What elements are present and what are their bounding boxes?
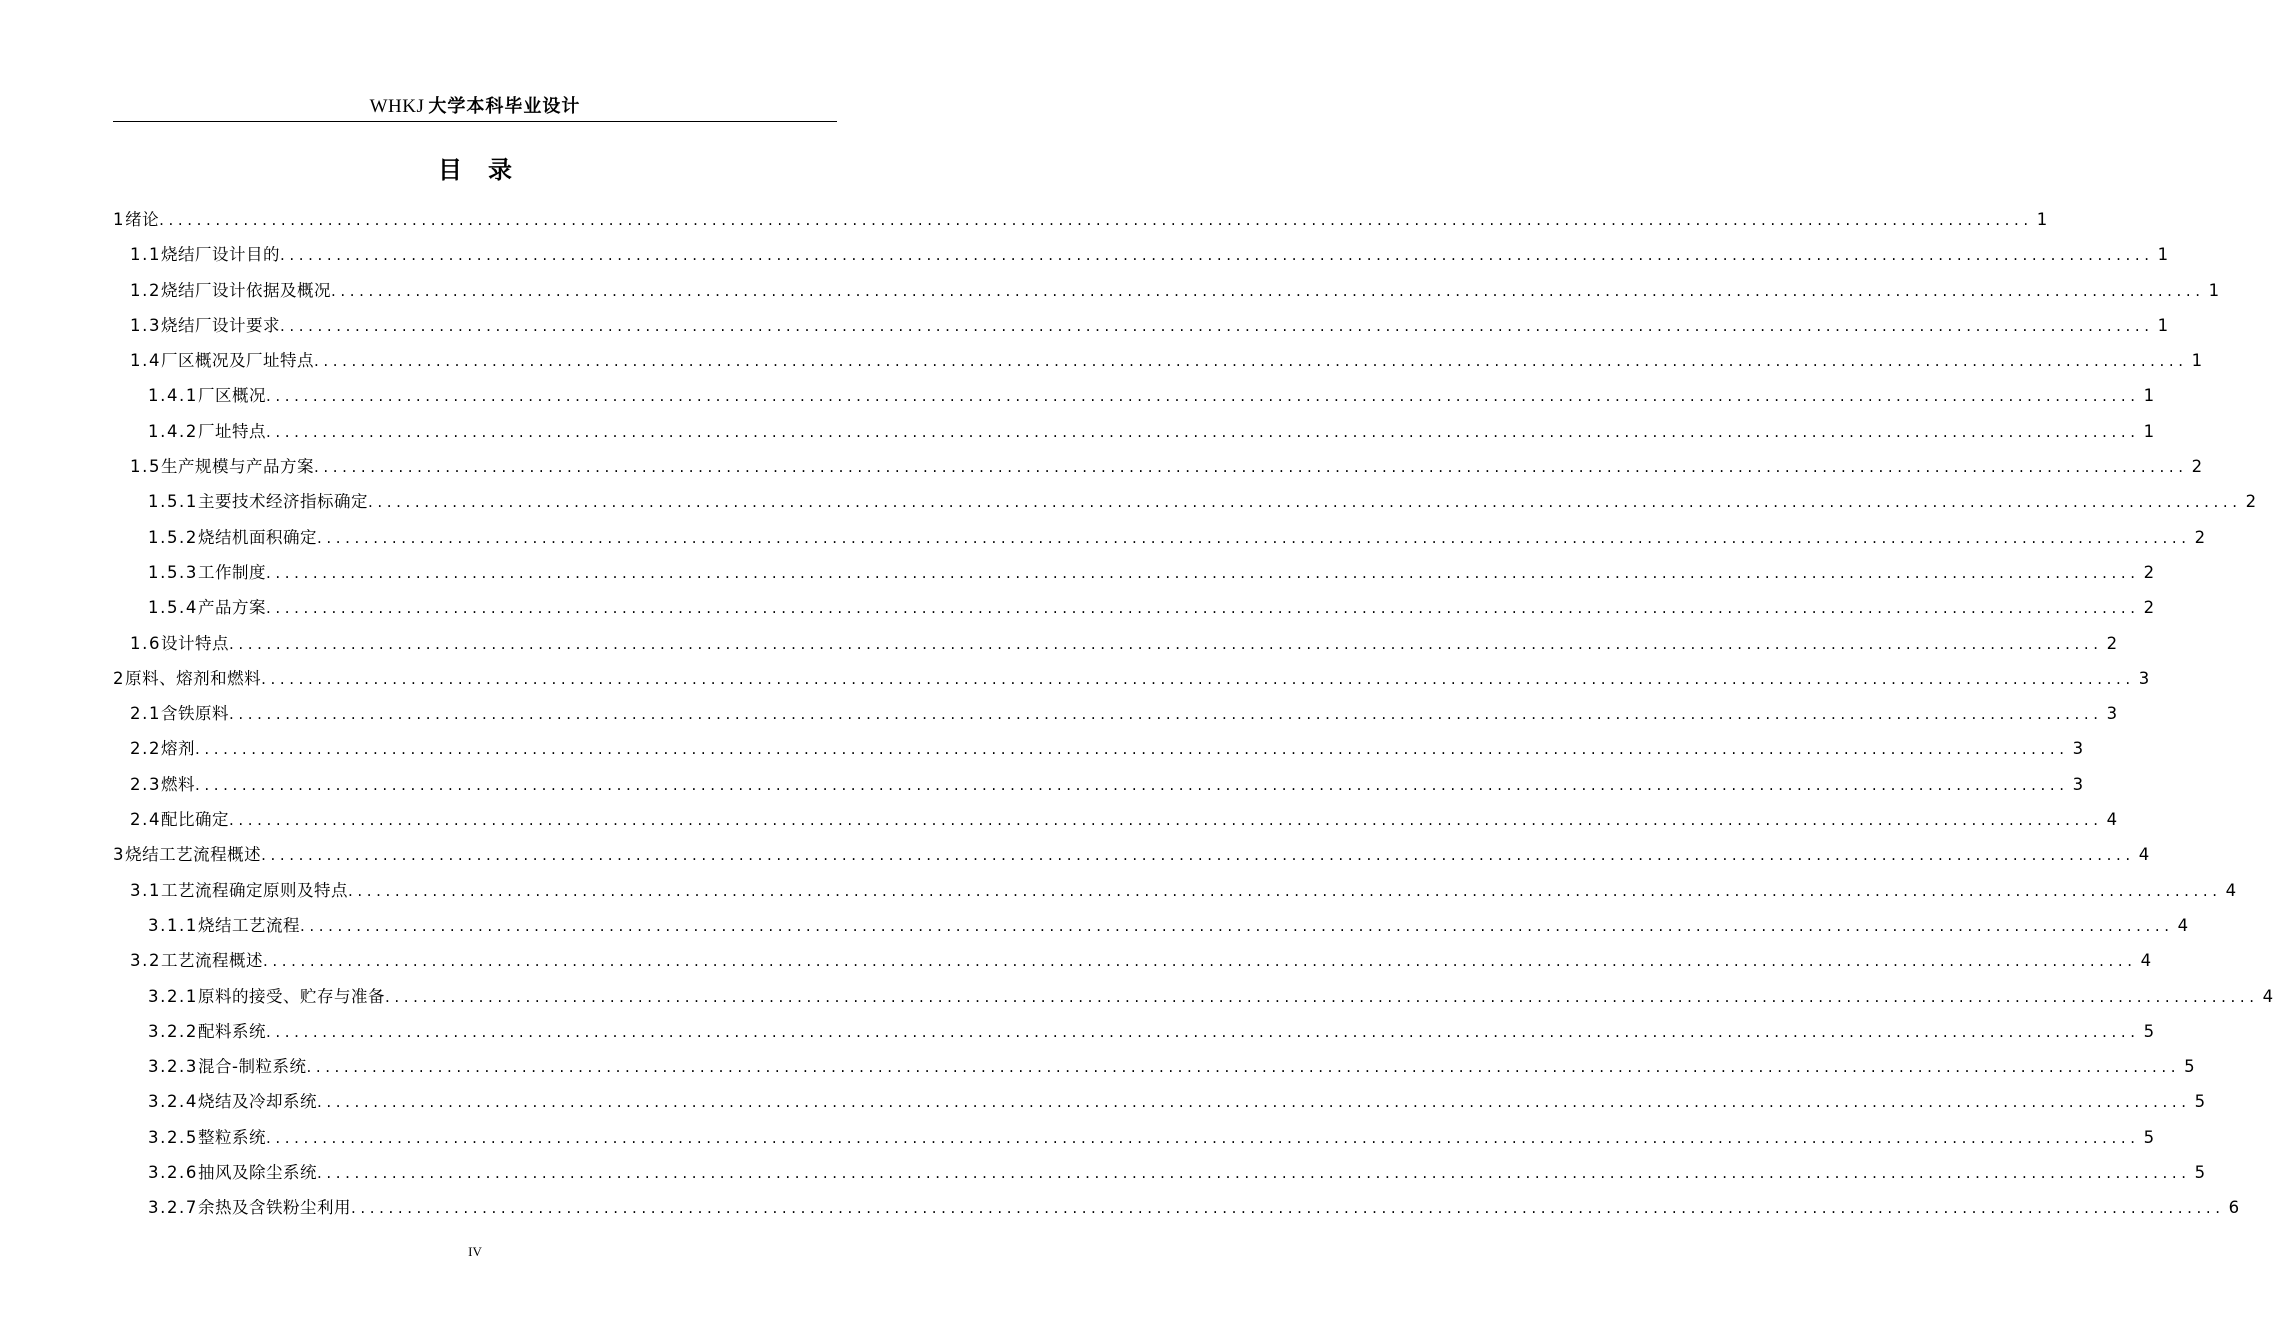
toc-entry-number: 2.3 <box>130 774 162 794</box>
header-institution: WHKJ <box>369 96 425 117</box>
toc-entry-page: 3 <box>2138 668 2150 688</box>
toc-entry-number: 3 <box>113 845 126 865</box>
toc-entry-page: 4 <box>2262 986 2273 1006</box>
toc-entry-number: 1.5 <box>130 457 162 477</box>
toc-entry-title: 配料系统 <box>197 1021 266 1041</box>
toc-entry-title: 生产规模与产品方案 <box>161 457 315 477</box>
toc-entry[interactable] <box>113 802 2118 837</box>
page-number: IV <box>468 1244 482 1259</box>
toc-entry[interactable] <box>113 767 2084 802</box>
toc-dot-leader: ........................................................................................................................................................................................................ <box>261 846 2135 865</box>
toc-dot-leader: ........................................................................................................................................................................................................ <box>265 563 2140 582</box>
toc-entry[interactable] <box>113 449 2203 484</box>
toc-entry-page: 5 <box>2143 1127 2155 1147</box>
toc-entry-page: 1 <box>2208 280 2220 300</box>
toc-entry-page: 1 <box>2143 421 2155 441</box>
toc-entry[interactable] <box>113 1155 2206 1190</box>
toc-entry-page: 5 <box>2143 1021 2155 1041</box>
toc-entry[interactable] <box>113 873 2237 908</box>
toc-entry-title: 工作制度 <box>197 562 266 582</box>
toc-entry-title: 含铁原料 <box>161 704 230 724</box>
toc-dot-leader: ........................................................................................................................................................................................................ <box>316 1164 2191 1183</box>
header-caption: 大学本科毕业设计 <box>428 96 581 117</box>
toc-dot-leader: ........................................................................................................................................................................................................ <box>195 740 2069 759</box>
toc-entry[interactable] <box>113 308 2169 343</box>
toc-entry-number: 1.3 <box>130 315 162 335</box>
toc-dot-leader: ........................................................................................................................................................................................................ <box>331 281 2205 300</box>
toc-dot-leader: ........................................................................................................................................................................................................ <box>265 387 2140 406</box>
toc-entry-number: 1.1 <box>130 245 162 265</box>
toc-entry-number: 2.1 <box>130 704 162 724</box>
toc-entry-number: 2.2 <box>130 739 162 759</box>
toc-entry-title: 烧结厂设计目的 <box>161 245 281 265</box>
toc-entry[interactable] <box>113 590 2155 625</box>
toc-dot-leader: ........................................................................................................................................................................................................ <box>229 705 2103 724</box>
toc-entry-number: 3.2.3 <box>148 1057 198 1077</box>
toc-entry[interactable] <box>113 202 2048 237</box>
toc-dot-leader: ........................................................................................................................................................................................................ <box>350 1199 2225 1218</box>
toc-entry[interactable] <box>113 1120 2155 1155</box>
toc-entry[interactable] <box>113 837 2150 872</box>
toc-entry-page: 5 <box>2184 1057 2195 1077</box>
toc-entry-title: 余热及含铁粉尘利用 <box>197 1198 351 1218</box>
toc-dot-leader: ........................................................................................................................................................................................................ <box>367 493 2242 512</box>
toc-entry[interactable] <box>113 555 2155 590</box>
toc-entry[interactable] <box>113 731 2084 766</box>
toc-entry-page: 2 <box>2106 633 2118 653</box>
toc-dot-leader: ........................................................................................................................................................................................................ <box>314 458 2188 477</box>
toc-entry-title: 烧结厂设计依据及概况 <box>161 280 332 300</box>
toc-dot-leader: ........................................................................................................................................................................................................ <box>316 528 2191 547</box>
toc-entry-number: 1 <box>113 210 126 229</box>
toc-entry[interactable] <box>113 273 2220 308</box>
toc-entry-page: 4 <box>2138 845 2150 865</box>
table-of-contents <box>113 202 2273 1226</box>
header-rule <box>113 121 837 122</box>
toc-entry-number: 3.1.1 <box>148 915 198 935</box>
toc-entry-number: 3.2.1 <box>148 986 198 1006</box>
toc-dot-leader: ........................................................................................................................................................................................................ <box>261 669 2135 688</box>
toc-dot-leader: ........................................................................................................................................................................................................ <box>265 1128 2140 1147</box>
toc-entry-title: 抽风及除尘系统 <box>197 1163 317 1183</box>
toc-entry-page: 2 <box>2191 457 2203 477</box>
toc-entry-number: 1.4.2 <box>148 421 198 441</box>
toc-entry-number: 3.2.6 <box>148 1163 198 1183</box>
toc-entry-number: 3.2.4 <box>148 1092 198 1112</box>
toc-entry-page: 5 <box>2194 1163 2206 1183</box>
toc-dot-leader: ........................................................................................................................................................................................................ <box>195 775 2069 794</box>
toc-entry-title: 绪论 <box>125 210 160 229</box>
toc-entry-title: 混合-制粒系统 <box>197 1057 307 1077</box>
toc-entry-page: 4 <box>2225 880 2237 900</box>
toc-entry-title: 工艺流程确定原则及特点 <box>161 880 349 900</box>
toc-entry-page: 2 <box>2143 598 2155 618</box>
toc-entry-number: 2.4 <box>130 810 162 830</box>
toc-entry-title: 设计特点 <box>161 633 230 653</box>
toc-dot-leader: ........................................................................................................................................................................................................ <box>229 634 2103 653</box>
toc-entry-page: 1 <box>2157 315 2169 335</box>
toc-entry-title: 厂区概况及厂址特点 <box>161 351 315 371</box>
toc-dot-leader: ........................................................................................................................................................................................................ <box>314 352 2188 371</box>
toc-entry-title: 原料、熔剂和燃料 <box>125 668 262 688</box>
toc-entry[interactable] <box>113 343 2203 378</box>
toc-entry[interactable] <box>113 1190 2240 1225</box>
toc-entry-page: 1 <box>2191 351 2203 371</box>
toc-dot-leader: ........................................................................................................................................................................................................ <box>280 316 2154 335</box>
toc-entry-title: 工艺流程概述 <box>161 951 264 971</box>
toc-entry-title: 烧结厂设计要求 <box>161 315 281 335</box>
toc-entry-number: 3.2 <box>130 951 162 971</box>
toc-entry-page: 1 <box>2036 210 2048 229</box>
toc-entry-title: 烧结工艺流程 <box>197 915 300 935</box>
toc-entry-number: 1.2 <box>130 280 162 300</box>
toc-entry-number: 2 <box>113 668 126 688</box>
toc-entry-page: 4 <box>2177 915 2189 935</box>
toc-dot-leader: ........................................................................................................................................................................................................ <box>384 987 2259 1006</box>
toc-entry-number: 3.2.5 <box>148 1127 198 1147</box>
toc-entry-page: 2 <box>2194 527 2206 547</box>
toc-entry-number: 3.1 <box>130 880 162 900</box>
toc-entry[interactable] <box>113 484 2257 519</box>
page-title: 目录 <box>438 156 538 184</box>
toc-entry[interactable] <box>113 378 2155 413</box>
toc-entry[interactable] <box>113 696 2118 731</box>
toc-entry-number: 3.2.7 <box>148 1198 198 1218</box>
toc-dot-leader: ........................................................................................................................................................................................................ <box>263 952 2137 971</box>
toc-dot-leader: ........................................................................................................................................................................................................ <box>306 1058 2181 1077</box>
toc-entry-title: 配比确定 <box>161 810 230 830</box>
toc-entry-title: 整粒系统 <box>197 1127 266 1147</box>
toc-entry-page: 4 <box>2106 810 2118 830</box>
toc-entry-page: 1 <box>2143 386 2155 406</box>
toc-entry[interactable] <box>113 1014 2155 1049</box>
toc-entry[interactable] <box>113 237 2169 272</box>
toc-entry-number: 1.5.4 <box>148 598 198 618</box>
toc-entry[interactable] <box>113 908 2189 943</box>
toc-entry-page: 2 <box>2143 562 2155 582</box>
toc-entry[interactable] <box>113 661 2150 696</box>
toc-entry-page: 3 <box>2072 774 2084 794</box>
toc-entry-page: 1 <box>2157 245 2169 265</box>
toc-entry[interactable] <box>113 1049 2195 1084</box>
toc-entry-title: 烧结工艺流程概述 <box>125 845 262 865</box>
toc-entry-title: 熔剂 <box>161 739 196 759</box>
toc-dot-leader: ........................................................................................................................................................................................................ <box>229 811 2103 830</box>
toc-entry-page: 3 <box>2106 704 2118 724</box>
toc-entry[interactable] <box>113 979 2273 1014</box>
toc-dot-leader: ........................................................................................................................................................................................................ <box>265 1022 2140 1041</box>
toc-entry-number: 1.4.1 <box>148 386 198 406</box>
toc-entry[interactable] <box>113 943 2152 978</box>
toc-entry-page: 6 <box>2228 1198 2240 1218</box>
toc-dot-leader: ........................................................................................................................................................................................................ <box>316 1093 2191 1112</box>
toc-entry-number: 1.5.1 <box>148 492 198 512</box>
toc-entry[interactable] <box>113 1084 2206 1119</box>
toc-entry[interactable] <box>113 626 2118 661</box>
toc-entry-page: 4 <box>2140 951 2152 971</box>
toc-entry-title: 产品方案 <box>197 598 266 618</box>
toc-entry-title: 原料的接受、贮存与准备 <box>197 986 385 1006</box>
toc-entry-number: 3.2.2 <box>148 1021 198 1041</box>
toc-dot-leader: ........................................................................................................................................................................................................ <box>159 211 2033 229</box>
toc-entry-number: 1.5.2 <box>148 527 198 547</box>
toc-entry-number: 1.4 <box>130 351 162 371</box>
toc-entry[interactable] <box>113 520 2206 555</box>
toc-entry-title: 烧结及冷却系统 <box>197 1092 317 1112</box>
toc-dot-leader: ........................................................................................................................................................................................................ <box>299 916 2174 935</box>
page-header <box>113 92 837 122</box>
toc-dot-leader: ........................................................................................................................................................................................................ <box>265 422 2140 441</box>
toc-entry-title: 燃料 <box>161 774 196 794</box>
toc-entry-number: 1.5.3 <box>148 562 198 582</box>
toc-entry-title: 烧结机面积确定 <box>197 527 317 547</box>
toc-entry-title: 厂址特点 <box>197 421 266 441</box>
toc-dot-leader: ........................................................................................................................................................................................................ <box>280 246 2154 265</box>
toc-dot-leader: ........................................................................................................................................................................................................ <box>265 599 2140 618</box>
toc-dot-leader: ........................................................................................................................................................................................................ <box>348 881 2222 900</box>
toc-entry-title: 厂区概况 <box>197 386 266 406</box>
toc-entry-page: 3 <box>2072 739 2084 759</box>
toc-entry-title: 主要技术经济指标确定 <box>197 492 368 512</box>
toc-entry-page: 5 <box>2194 1092 2206 1112</box>
toc-entry[interactable] <box>113 414 2155 449</box>
toc-entry-number: 1.6 <box>130 633 162 653</box>
toc-entry-page: 2 <box>2245 492 2257 512</box>
